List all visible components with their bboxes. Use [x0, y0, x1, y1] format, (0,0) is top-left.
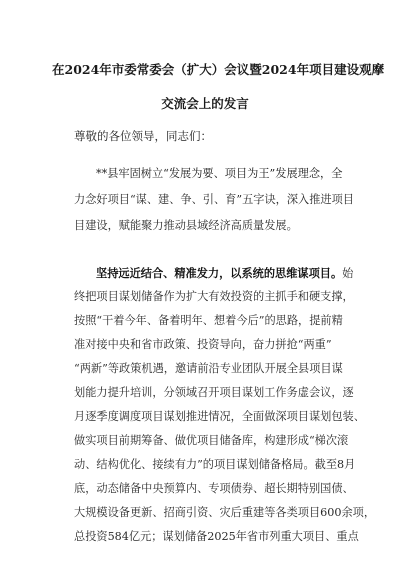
intro-line-3: 目建设，赋能聚力推动县域经济高质量发展。 [74, 219, 298, 232]
body-line: 做实项目前期筹备、做优项目储备库，构建形成“梯次滚 [74, 434, 349, 447]
intro-line-2: 力念好项目“谋、建、争、引、育”五字诀，深入推进项目 [74, 193, 354, 206]
body-line: “两新”等政策机遇，邀请前沿专业团队开展全县项目谋 [74, 362, 343, 375]
body-line: 大规模设备更新、招商引资、灾后重建等各类项目600余项， [74, 506, 376, 519]
body-line: 月逐季度调度项目谋划推进情况，全面做深项目谋划包装、 [74, 410, 365, 423]
section-1-heading-tail: 始 [342, 267, 354, 280]
salutation: 尊敬的各位领导，同志们： [74, 129, 212, 143]
body-line: 总投资584亿元；谋划储备2025年省市列重大项目、重点 [74, 530, 359, 543]
body-line: 终把项目谋划储备作为扩大有效投资的主抓手和硬支撑， [74, 290, 354, 303]
intro-line-1-text: “发展为要、项目为王”发展理念，全 [163, 167, 343, 180]
intro-line-1 [96, 166, 342, 182]
section-1-heading-line [96, 265, 353, 282]
page-title-line-2: 交流会上的发言 [161, 96, 249, 111]
page-title-line-1: 在2024年市委常委会（扩大）会议暨2024年项目建设观摩 [52, 62, 385, 77]
body-line: 动、结构优化、接续有力”的项目谋划储备格局。截至8月 [74, 458, 356, 471]
section-1-heading: 坚持远近结合、精准发力，以系统的思维谋项目。 [96, 266, 343, 280]
intro-county-name: **县牢固树立 [96, 167, 164, 180]
body-line: 划能力提升培训，分领域召开项目谋划工作务虚会议，逐 [74, 386, 354, 399]
body-line: 底，动态储备中央预算内、专项债券、超长期特别国债、 [74, 482, 354, 495]
body-line: 按照“干着今年、备着明年、想着今后”的思路，提前精 [74, 314, 343, 327]
body-line: 准对接中央和省市政策、投资导向，奋力拼抢“两重” [74, 338, 332, 351]
